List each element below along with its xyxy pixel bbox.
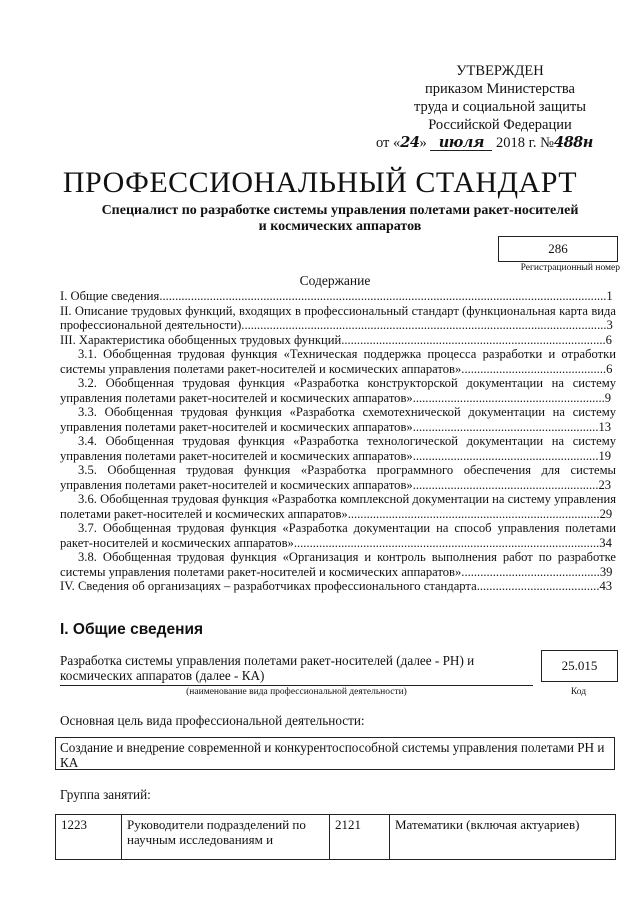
approval-line: труда и социальной защиты	[414, 99, 586, 115]
divider	[60, 685, 533, 686]
toc-heading: Содержание	[299, 273, 371, 288]
toc-page-number: 13	[598, 419, 612, 434]
toc-entry-text: II. Описание трудовых функций, входящих в профессиональный стандарт (функциональная карта вида профессиональной деятельности)	[60, 303, 616, 332]
toc-page-number: 9	[604, 390, 612, 405]
activity-code-box: 25.015	[541, 650, 618, 682]
occupation-code: 2121	[330, 815, 390, 860]
toc-entry-text: 3.8. Обобщенная трудовая функция «Организация и контроль выполнения работ по разработке системы управления полетами ракет-носителей и космических аппаратов»	[60, 550, 616, 579]
goal-label: Основная цель вида профессиональной деятельности:	[60, 713, 365, 728]
occupation-name: Руководители подразделений по научным исследованиям и	[122, 815, 330, 860]
approval-line: приказом Министерства	[425, 81, 575, 97]
toc-page-number: 29	[599, 506, 613, 521]
toc-page-number: 39	[599, 564, 613, 579]
toc-entry	[60, 492, 616, 521]
toc-entry-text: 3.6. Обобщенная трудовая функция «Разработка комплексной документации на систему управления полетами ракет-носителей и космических аппаратов»	[60, 492, 616, 521]
toc-leader: ...........................................................	[412, 477, 599, 492]
activity-name	[60, 653, 510, 683]
toc-entry-text: 3.3. Обобщенная трудовая функция «Разработка схемотехнической документации на систему управления полетами ракет-носителей и космических аппаратов»	[60, 405, 616, 434]
toc-entry	[60, 333, 616, 348]
activity-name-line: Разработка системы управления полетами ракет-носителей (далее - РН) и	[60, 653, 475, 668]
occupation-code: 1223	[56, 815, 122, 860]
toc-entry	[60, 304, 616, 333]
toc-leader: ...........................................................	[412, 419, 599, 434]
subtitle-line: и космических аппаратов	[258, 219, 422, 234]
toc-leader: .................................................................................................	[293, 535, 600, 550]
occupation-name: Математики (включая актуариев)	[390, 815, 616, 860]
approval-line: УТВЕРЖДЕН	[456, 63, 544, 79]
toc-entry-text: III. Характеристика обобщенных трудовых функций	[60, 332, 342, 347]
activity-code-caption: Код	[570, 687, 587, 697]
goal-box: Создание и внедрение современной и конкурентоспособной системы управления полетами РН и КА	[55, 737, 615, 770]
toc-entry-text: 3.2. Обобщенная трудовая функция «Разработка конструкторской документации на систему управления полетами ракет-носителей и космических аппаратов»	[60, 376, 616, 405]
toc-entry	[60, 434, 616, 463]
toc-leader: ................................................................................	[347, 506, 600, 521]
toc-page-number: 6	[606, 361, 613, 376]
toc-leader: ..............................................................................................................................................	[159, 289, 607, 303]
toc-page-number: 43	[599, 579, 613, 593]
toc-leader: ..............................................	[461, 361, 607, 376]
toc-leader: .......................................	[476, 579, 600, 593]
activity-name-caption: (наименование вида профессиональной деятельности)	[186, 687, 407, 697]
occupation-table	[55, 814, 616, 860]
toc-page-number: 6	[605, 332, 612, 347]
registration-number-box: 286	[498, 236, 618, 262]
toc-entry	[60, 521, 616, 550]
toc-page-number: 1	[606, 289, 613, 303]
registration-number-label: Регистрационный номер	[520, 263, 620, 273]
date-quote: »	[419, 135, 427, 151]
activity-name-line: космических аппаратов (далее - КА)	[60, 668, 265, 683]
document-title: ПРОФЕССИОНАЛЬНЫЙ СТАНДАРТ	[62, 166, 578, 199]
toc-entry-text: 3.7. Обобщенная трудовая функция «Разработка документации на способ управления полетами ракет-носителей и космических аппаратов»	[60, 521, 616, 550]
toc-entry	[60, 347, 616, 376]
approval-date	[376, 134, 620, 152]
table-row	[56, 815, 616, 860]
occupation-group-label: Группа занятий:	[60, 787, 151, 802]
toc-leader: ....................................................................................	[341, 332, 606, 347]
toc-entry-text: IV. Сведения об организациях – разработчиках профессионального стандарта	[60, 579, 477, 593]
toc-entry-text: I. Общие сведения	[60, 289, 160, 303]
toc-entry	[60, 376, 616, 405]
approval-block	[376, 62, 620, 152]
toc-entry	[60, 463, 616, 492]
toc-entry-text: 3.5. Обобщенная трудовая функция «Разработка программного обеспечения для системы управления полетами ракет-носителей и космических аппаратов»	[60, 463, 616, 492]
approval-line: Российской Федерации	[428, 117, 572, 133]
toc-entry-text: 3.1. Обобщенная трудовая функция «Техническая поддержка процесса разработки и отработки системы управления полетами ракет-носителей и космических аппаратов»	[60, 347, 616, 376]
toc-page-number: 3	[606, 318, 613, 332]
toc-entry	[60, 550, 616, 579]
document-subtitle	[60, 203, 620, 235]
date-day: 24	[400, 134, 420, 151]
toc-entry-text: 3.4. Обобщенная трудовая функция «Разработка технологической документации на систему управления полетами ракет-носителей и космических аппаратов»	[60, 434, 616, 463]
toc-page-number: 19	[598, 448, 612, 463]
order-number: 488н	[554, 134, 593, 151]
table-of-contents	[60, 289, 616, 594]
toc-entry	[60, 289, 616, 304]
toc-entry	[60, 579, 616, 594]
toc-leader: .............................................................	[412, 390, 605, 405]
toc-page-number: 34	[599, 535, 612, 550]
toc-leader: ...........................................................	[412, 448, 599, 463]
toc-leader: ............................................	[461, 564, 600, 579]
date-prefix: от «	[376, 135, 401, 151]
section-heading: I. Общие сведения	[60, 621, 204, 638]
subtitle-line: Специалист по разработке системы управления полетами ракет-носителей	[101, 203, 579, 218]
date-month: июля	[430, 136, 492, 151]
toc-page-number: 23	[598, 477, 612, 492]
toc-leader: ....................................................................................................................	[241, 318, 607, 332]
toc-entry	[60, 405, 616, 434]
date-year: 2018 г. №	[495, 135, 554, 151]
